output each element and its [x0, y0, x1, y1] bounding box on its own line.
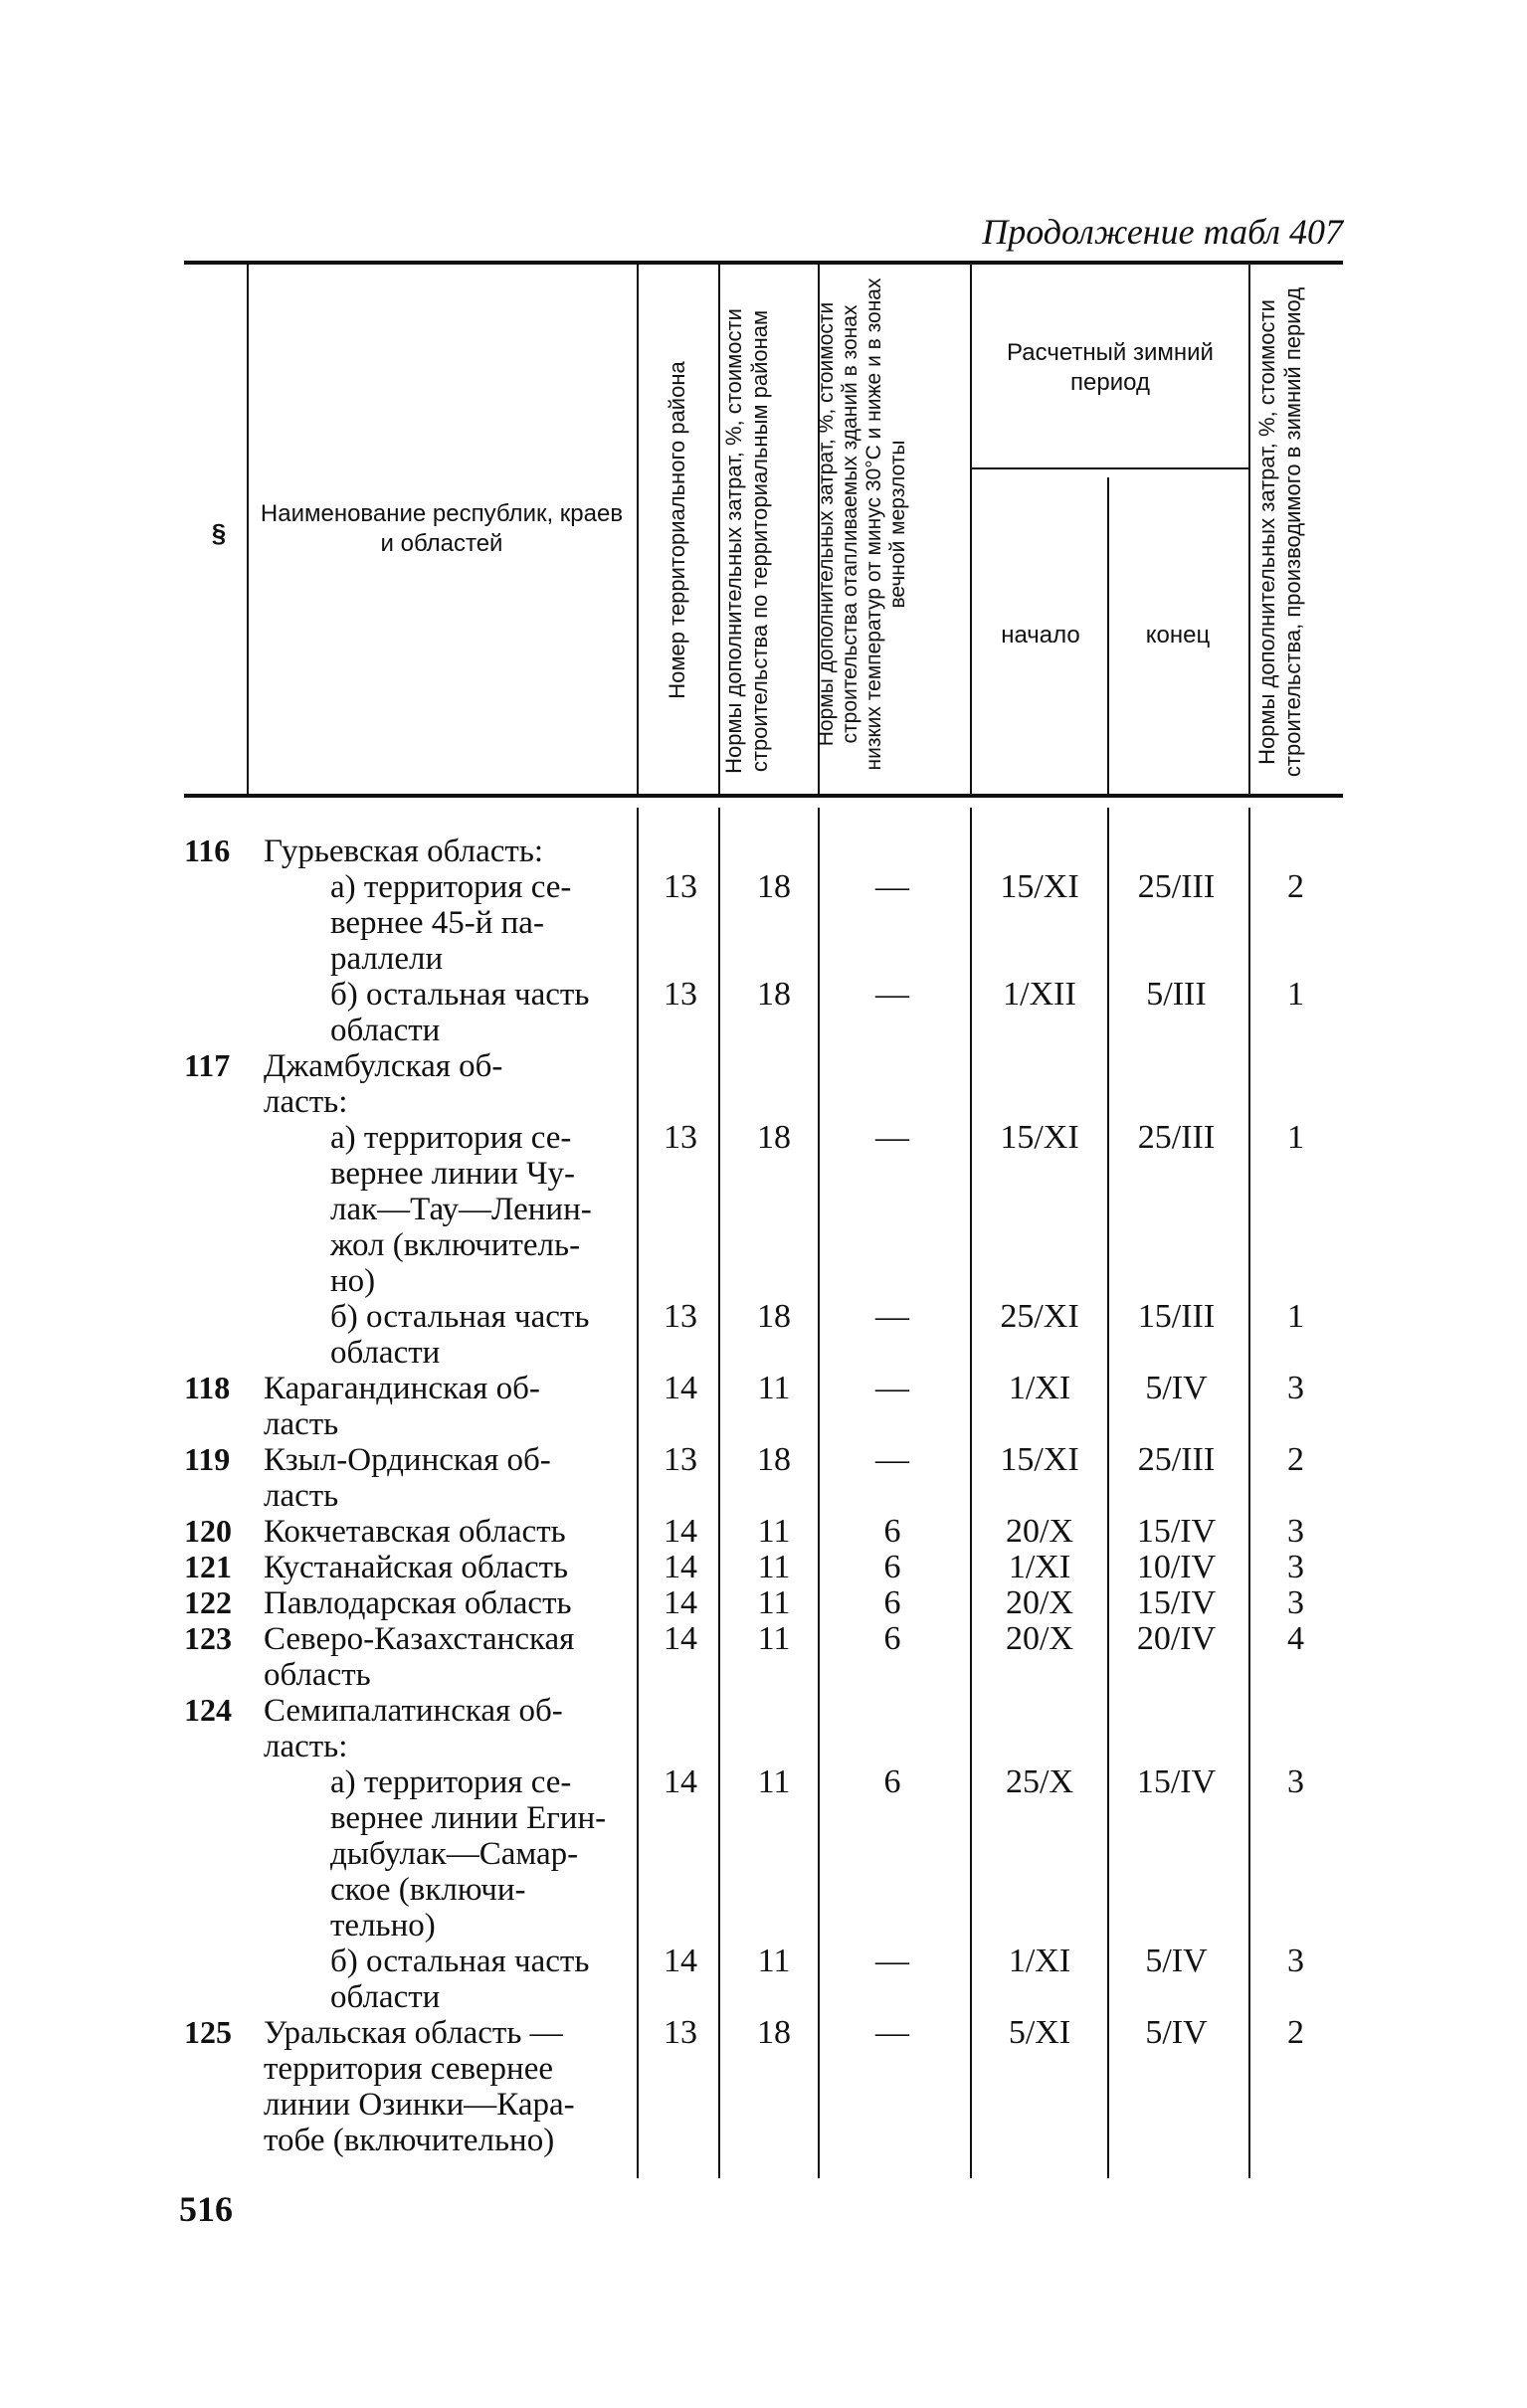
header-winter-start: начало — [1001, 622, 1080, 648]
territorial-norm-value: 11 — [757, 1763, 791, 1800]
row-name-line: области — [330, 1013, 441, 1048]
header-winter-end: конец — [1145, 622, 1211, 648]
row-name-line: вернее линии Чу- — [330, 1156, 576, 1192]
winter-end-value: 5/IV — [1145, 1370, 1208, 1406]
row-number: 118 — [184, 1370, 231, 1405]
winter-start-value: 20/X — [1006, 1584, 1073, 1621]
row-name-line: Семипалатинская об- — [264, 1693, 563, 1729]
heated-norm-value: — — [875, 2014, 909, 2051]
row-name-line: жол (включитель- — [330, 1227, 581, 1263]
row-name-line: ласть — [264, 1478, 339, 1514]
row-number: 117 — [184, 1047, 231, 1083]
winter-norm-value: 3 — [1287, 1549, 1304, 1585]
winter-norm-value: 2 — [1287, 2014, 1304, 2051]
heated-norm-value: 6 — [883, 1763, 901, 1800]
winter-end-value: 5/IV — [1145, 2014, 1208, 2051]
row-name-line: Уральская область — — [264, 2015, 563, 2051]
winter-start-value: 20/X — [1006, 1513, 1073, 1550]
row-name-line: вернее 45-й па- — [330, 905, 544, 941]
header-divider — [970, 265, 972, 794]
winter-start-value: 5/XI — [1008, 2014, 1071, 2051]
page-number: 516 — [179, 2189, 233, 2229]
district-value: 14 — [664, 1549, 697, 1585]
row-number: 124 — [184, 1692, 232, 1728]
winter-end-value: 5/IV — [1145, 1943, 1208, 1979]
winter-end-value: 15/IV — [1136, 1584, 1217, 1621]
header-col-name: Наименование республик, краев и областей — [260, 500, 624, 557]
winter-norm-value: 1 — [1287, 1298, 1304, 1335]
row-name-line: области — [330, 1979, 441, 2015]
winter-end-value: 20/IV — [1136, 1620, 1217, 1657]
row-name-line: Кокчетавская область — [264, 1514, 566, 1550]
winter-norm-value: 1 — [1287, 1119, 1304, 1156]
winter-start-value: 1/XII — [1003, 976, 1076, 1013]
heated-norm-value: 6 — [883, 1584, 901, 1621]
row-name-line: а) территория се- — [330, 1120, 572, 1156]
row-name-line: Кустанайская область — [264, 1550, 569, 1585]
territorial-norm-value: 18 — [757, 976, 791, 1013]
header-col-norm-winter: Нормы дополнительных затрат, %, стоимости строительства, производимого в зимний период — [1254, 286, 1305, 778]
heated-norm-value: — — [875, 1370, 909, 1406]
district-value: 13 — [664, 868, 697, 905]
row-name-line: вернее линии Егин- — [330, 1800, 607, 1836]
district-value: 13 — [664, 1119, 697, 1156]
winter-end-value: 10/IV — [1136, 1549, 1217, 1585]
heated-norm-value: 6 — [883, 1513, 901, 1550]
row-name-line: Гурьевская область: — [264, 834, 544, 869]
winter-norm-value: 3 — [1287, 1513, 1304, 1550]
territorial-norm-value: 18 — [757, 1441, 791, 1478]
row-number: 125 — [184, 2014, 232, 2050]
row-name-line: раллели — [330, 941, 444, 977]
row-name-line: лак—Тау—Ленин- — [330, 1192, 592, 1227]
winter-start-value: 1/XI — [1008, 1943, 1071, 1979]
row-name-line: б) остальная часть — [330, 977, 590, 1013]
row-name-line: Павлодарская область — [264, 1585, 572, 1621]
continuation-title: Продолжение табл 407 — [982, 212, 1343, 252]
row-name-line: б) остальная часть — [330, 1944, 590, 1979]
row-number: 120 — [184, 1513, 232, 1549]
header-winter-group: Расчетный зимний период — [1007, 339, 1214, 396]
district-value: 13 — [664, 1298, 697, 1335]
heated-norm-value: — — [875, 1119, 909, 1156]
header-divider — [1248, 265, 1250, 794]
district-value: 14 — [664, 1620, 697, 1657]
territorial-norm-value: 11 — [757, 1620, 791, 1657]
winter-norm-value: 4 — [1287, 1620, 1304, 1657]
row-name-line: а) территория се- — [330, 869, 572, 905]
winter-end-value: 5/III — [1146, 976, 1207, 1013]
territorial-norm-value: 18 — [757, 1298, 791, 1335]
winter-norm-value: 3 — [1287, 1584, 1304, 1621]
row-name-line: тельно) — [330, 1908, 436, 1944]
header-col-num: § — [211, 518, 227, 548]
heated-norm-value: — — [875, 976, 909, 1013]
row-name-line: но) — [330, 1263, 376, 1299]
row-name-line: Северо-Казахстанская — [264, 1621, 575, 1657]
winter-norm-value: 3 — [1287, 1763, 1304, 1800]
header-col-norm-territorial: Нормы дополнительных затрат, %, стоимости строительства по территориальным районам — [721, 308, 772, 774]
table-top-rule — [184, 261, 1343, 265]
header-col-district: Номер территориального района — [665, 361, 689, 699]
district-value: 14 — [664, 1943, 697, 1979]
row-name-line: область — [264, 1657, 371, 1693]
row-name-line: тобе (включительно) — [264, 2123, 555, 2158]
winter-norm-value: 3 — [1287, 1943, 1304, 1979]
territorial-norm-value: 18 — [757, 868, 791, 905]
row-name-line: б) остальная часть — [330, 1299, 590, 1335]
winter-end-value: 25/III — [1137, 1441, 1216, 1478]
winter-end-value: 15/IV — [1136, 1763, 1217, 1800]
heated-norm-value: 6 — [883, 1620, 901, 1657]
winter-start-value: 15/XI — [1000, 1119, 1079, 1156]
row-number: 121 — [184, 1549, 232, 1584]
winter-start-value: 1/XI — [1008, 1549, 1071, 1585]
district-value: 14 — [664, 1370, 697, 1406]
winter-norm-value: 3 — [1287, 1370, 1304, 1406]
row-name-line: Кзыл-Ординская об- — [264, 1442, 551, 1478]
winter-start-value: 1/XI — [1008, 1370, 1071, 1406]
row-number: 119 — [184, 1441, 231, 1477]
row-name-line: ласть: — [264, 1729, 348, 1764]
row-name-line: области — [330, 1335, 441, 1371]
district-value: 14 — [664, 1763, 697, 1800]
heated-norm-value: 6 — [883, 1549, 901, 1585]
winter-start-value: 25/X — [1006, 1763, 1073, 1800]
territorial-norm-value: 18 — [757, 1119, 791, 1156]
territorial-norm-value: 18 — [757, 2014, 791, 2051]
header-col-norm-heated: Нормы дополнительных затрат, %, стоимости строительства отапливаемых зданий в зонах низких температур от минус 30°С и ниже и в зонах вечной мерзлоты — [815, 278, 909, 771]
winter-start-value: 15/XI — [1000, 1441, 1079, 1478]
winter-norm-value: 1 — [1287, 976, 1304, 1013]
header-divider — [247, 265, 249, 794]
territorial-norm-value: 11 — [757, 1370, 791, 1406]
winter-start-value: 15/XI — [1000, 868, 1079, 905]
header-divider — [718, 265, 720, 794]
row-name-line: дыбулак—Самар- — [330, 1836, 579, 1872]
header-divider — [1107, 477, 1109, 794]
territorial-norm-value: 11 — [757, 1584, 791, 1621]
header-divider — [972, 467, 1248, 469]
territorial-norm-value: 11 — [757, 1513, 791, 1550]
winter-norm-value: 2 — [1287, 1441, 1304, 1478]
heated-norm-value: — — [875, 868, 909, 905]
winter-norm-value: 2 — [1287, 868, 1304, 905]
row-name-line: Джамбулская об- — [264, 1048, 503, 1084]
row-number: 122 — [184, 1584, 232, 1620]
heated-norm-value: — — [875, 1298, 909, 1335]
winter-start-value: 25/XI — [1000, 1298, 1079, 1335]
winter-end-value: 25/III — [1137, 1119, 1216, 1156]
row-name-line: территория севернее — [264, 2051, 553, 2087]
winter-end-value: 15/III — [1137, 1298, 1216, 1335]
row-name-line: ласть: — [264, 1084, 348, 1120]
heated-norm-value: — — [875, 1441, 909, 1478]
winter-end-value: 15/IV — [1136, 1513, 1217, 1550]
row-number: 116 — [184, 833, 231, 868]
row-name-line: ское (включи- — [330, 1872, 526, 1908]
row-name-line: ласть — [264, 1406, 339, 1442]
district-value: 14 — [664, 1513, 697, 1550]
heated-norm-value: — — [875, 1943, 909, 1979]
district-value: 13 — [664, 2014, 697, 2051]
winter-end-value: 25/III — [1137, 868, 1216, 905]
row-number: 123 — [184, 1620, 232, 1656]
row-name-line: линии Озинки—Кара- — [264, 2087, 575, 2123]
territorial-norm-value: 11 — [757, 1549, 791, 1585]
district-value: 13 — [664, 1441, 697, 1478]
row-name-line: а) территория се- — [330, 1764, 572, 1800]
territorial-norm-value: 11 — [757, 1943, 791, 1979]
district-value: 13 — [664, 976, 697, 1013]
district-value: 14 — [664, 1584, 697, 1621]
row-name-line: Карагандинская об- — [264, 1371, 540, 1406]
winter-start-value: 20/X — [1006, 1620, 1073, 1657]
header-divider — [637, 265, 639, 794]
